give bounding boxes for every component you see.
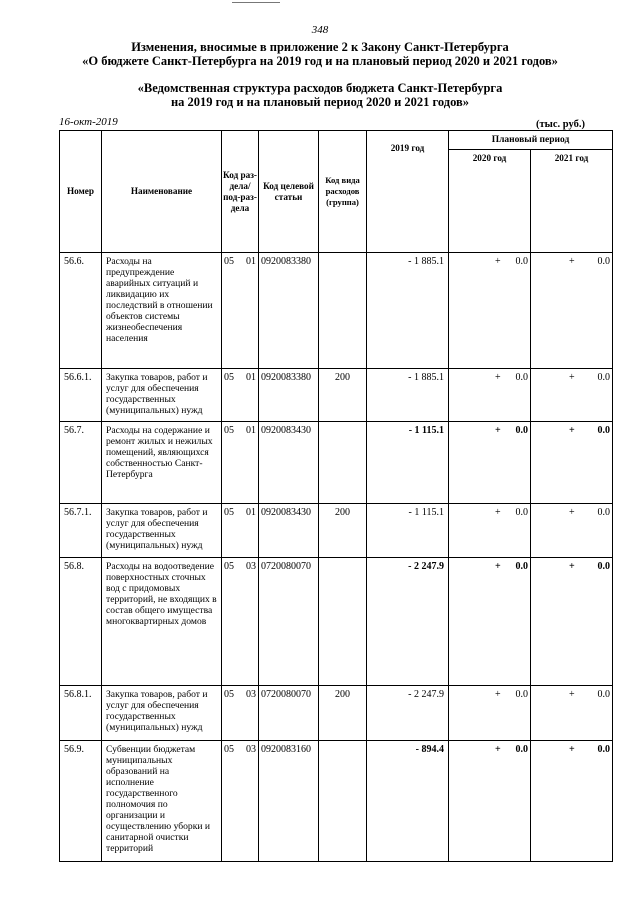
- row-number: 56.7.1.: [60, 504, 102, 558]
- row-amount-2020: [449, 686, 531, 741]
- header-target: Код целевой статьи: [259, 131, 319, 253]
- row-name: Расходы на предупреждение аварийных ситуаций и ликвидацию их последствий в отношении объектов системы жизнеобеспечения населения: [102, 253, 222, 369]
- sign-2021: +: [569, 425, 575, 436]
- row-number: 56.6.: [60, 253, 102, 369]
- value-2021: 0.0: [597, 561, 610, 572]
- value-2020: 0.0: [515, 689, 528, 700]
- table-row: [60, 369, 613, 422]
- row-target-code: 0920083430: [259, 422, 319, 504]
- row-section-code: [222, 504, 259, 558]
- row-expense-type: [319, 422, 367, 504]
- section-code: 05: [224, 372, 234, 383]
- row-target-code: 0920083160: [259, 741, 319, 862]
- subsection-code: 03: [246, 744, 256, 755]
- row-amount-2021: [531, 253, 613, 369]
- header-2019: 2019 год: [367, 131, 449, 253]
- header-name: Наименование: [102, 131, 222, 253]
- table-row: [60, 686, 613, 741]
- value-2020: 0.0: [515, 256, 528, 267]
- row-expense-type: [319, 558, 367, 686]
- row-section-code: [222, 369, 259, 422]
- top-rule: [232, 2, 280, 3]
- row-name: Закупка товаров, работ и услуг для обеспечения государственных (муниципальных) нужд: [102, 504, 222, 558]
- row-amount-2021: [531, 686, 613, 741]
- row-name: Закупка товаров, работ и услуг для обеспечения государственных (муниципальных) нужд: [102, 369, 222, 422]
- subsection-code: 01: [246, 507, 256, 518]
- row-target-code: 0920083380: [259, 253, 319, 369]
- row-amount-2019: - 2 247.9: [367, 686, 449, 741]
- budget-table: [59, 130, 613, 862]
- sign-2020: +: [495, 425, 501, 436]
- sign-2020: +: [495, 689, 501, 700]
- section-code: 05: [224, 425, 234, 436]
- value-2020: 0.0: [515, 425, 528, 436]
- row-name: Расходы на водоотведение поверхностных сточных вод с придомовых территорий, не входящих в состав общего имущества многоквартирных домов: [102, 558, 222, 686]
- table-row: [60, 741, 613, 862]
- sign-2020: +: [495, 372, 501, 383]
- value-2020: 0.0: [515, 372, 528, 383]
- row-name: Расходы на содержание и ремонт жилых и нежилых помещений, являющихся собственностью Санкт-Петербурга: [102, 422, 222, 504]
- section-code: 05: [224, 689, 234, 700]
- row-number: 56.6.1.: [60, 369, 102, 422]
- value-2021: 0.0: [597, 425, 610, 436]
- subsection-code: 01: [246, 256, 256, 267]
- sign-2021: +: [569, 689, 575, 700]
- header-section: Код раз-дела/ под-раз-дела: [222, 131, 259, 253]
- row-section-code: [222, 741, 259, 862]
- sign-2020: +: [495, 744, 501, 755]
- section-code: 05: [224, 256, 234, 267]
- row-expense-type: 200: [319, 369, 367, 422]
- row-target-code: 0720080070: [259, 686, 319, 741]
- row-amount-2021: [531, 369, 613, 422]
- section-code: 05: [224, 744, 234, 755]
- row-number: 56.8.: [60, 558, 102, 686]
- value-2020: 0.0: [515, 744, 528, 755]
- value-2021: 0.0: [597, 689, 610, 700]
- title-line-4: на 2019 год и на плановый период 2020 и 2021 годов»: [170, 95, 470, 109]
- row-amount-2019: - 1 885.1: [367, 369, 449, 422]
- row-number: 56.8.1.: [60, 686, 102, 741]
- header-2020: 2020 год: [449, 150, 531, 253]
- value-2020: 0.0: [515, 561, 528, 572]
- title-line-2: «О бюджете Санкт-Петербурга на 2019 год и на плановый период 2020 и 2021 годов»: [82, 54, 558, 68]
- table-row: [60, 558, 613, 686]
- row-amount-2021: [531, 504, 613, 558]
- header-expense-type: Код вида расходов (группа): [319, 131, 367, 253]
- row-target-code: 0720080070: [259, 558, 319, 686]
- row-target-code: 0920083380: [259, 369, 319, 422]
- row-amount-2019: - 2 247.9: [367, 558, 449, 686]
- document-date: 16-окт-2019: [59, 116, 118, 128]
- section-code: 05: [224, 561, 234, 572]
- sign-2021: +: [569, 561, 575, 572]
- table-row: [60, 504, 613, 558]
- row-section-code: [222, 422, 259, 504]
- title-line-3: «Ведомственная структура расходов бюджета Санкт-Петербурга: [137, 81, 503, 95]
- row-section-code: [222, 686, 259, 741]
- page-number: 348: [311, 24, 329, 36]
- row-amount-2019: - 1 115.1: [367, 504, 449, 558]
- table-row: [60, 422, 613, 504]
- header-plan-period: Плановый период: [449, 131, 613, 150]
- row-amount-2021: [531, 422, 613, 504]
- subsection-code: 01: [246, 425, 256, 436]
- row-name: Субвенции бюджетам муниципальных образований на исполнение государственного полномочия по организации и осуществлению уборки и санитарной очистки территорий: [102, 741, 222, 862]
- row-expense-type: 200: [319, 686, 367, 741]
- row-name: Закупка товаров, работ и услуг для обеспечения государственных (муниципальных) нужд: [102, 686, 222, 741]
- row-amount-2019: - 894.4: [367, 741, 449, 862]
- row-amount-2020: [449, 369, 531, 422]
- sign-2021: +: [569, 744, 575, 755]
- sign-2021: +: [569, 256, 575, 267]
- value-2021: 0.0: [597, 256, 610, 267]
- units-label: (тыс. руб.): [536, 119, 585, 130]
- sign-2021: +: [569, 507, 575, 518]
- row-amount-2021: [531, 741, 613, 862]
- row-amount-2019: - 1 115.1: [367, 422, 449, 504]
- value-2021: 0.0: [597, 372, 610, 383]
- row-amount-2020: [449, 504, 531, 558]
- row-expense-type: 200: [319, 504, 367, 558]
- subsection-code: 03: [246, 561, 256, 572]
- table-row: [60, 253, 613, 369]
- title-line-1: Изменения, вносимые в приложение 2 к Закону Санкт-Петербурга: [131, 40, 509, 54]
- row-amount-2019: - 1 885.1: [367, 253, 449, 369]
- row-section-code: [222, 253, 259, 369]
- header-2021: 2021 год: [531, 150, 613, 253]
- row-expense-type: [319, 253, 367, 369]
- sign-2020: +: [495, 507, 501, 518]
- row-amount-2020: [449, 422, 531, 504]
- row-amount-2020: [449, 253, 531, 369]
- sign-2020: +: [495, 256, 501, 267]
- row-amount-2021: [531, 558, 613, 686]
- row-amount-2020: [449, 741, 531, 862]
- sign-2021: +: [569, 372, 575, 383]
- sign-2020: +: [495, 561, 501, 572]
- subsection-code: 01: [246, 372, 256, 383]
- header-number: Номер: [60, 131, 102, 253]
- value-2021: 0.0: [597, 744, 610, 755]
- row-section-code: [222, 558, 259, 686]
- row-target-code: 0920083430: [259, 504, 319, 558]
- section-code: 05: [224, 507, 234, 518]
- row-expense-type: [319, 741, 367, 862]
- value-2021: 0.0: [597, 507, 610, 518]
- row-number: 56.7.: [60, 422, 102, 504]
- value-2020: 0.0: [515, 507, 528, 518]
- subsection-code: 03: [246, 689, 256, 700]
- row-amount-2020: [449, 558, 531, 686]
- row-number: 56.9.: [60, 741, 102, 862]
